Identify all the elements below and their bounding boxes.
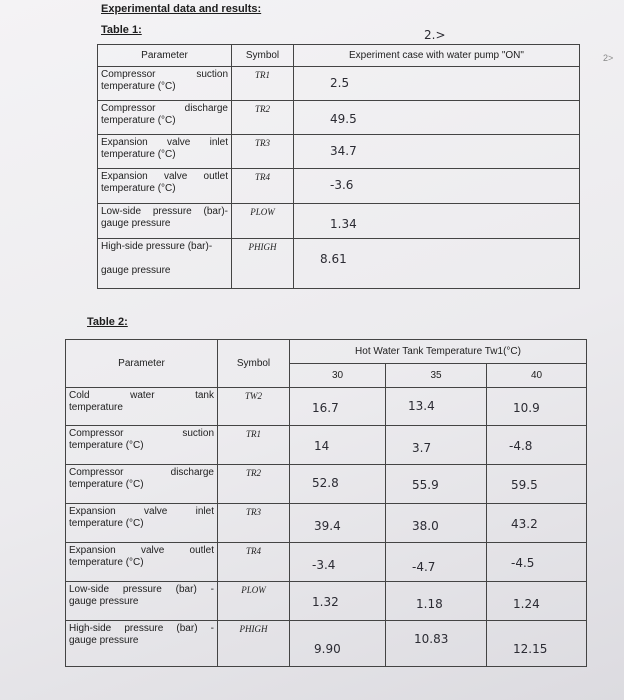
handwritten-value: 13.4 (408, 399, 435, 413)
handwritten-value: 12.15 (513, 642, 548, 656)
symbol-cell: TR1 (232, 67, 294, 101)
handwritten-value: -3.6 (330, 178, 354, 192)
param-line: Expansion valve inlet (101, 137, 228, 148)
param-line: temperature (°C) (101, 149, 176, 160)
param-line: Expansion valve inlet (69, 506, 214, 517)
table-row (66, 582, 587, 621)
table1 (97, 44, 580, 289)
table2-header-group: Hot Water Tank Temperature Tw1(°C) (290, 340, 587, 364)
table-row (98, 135, 580, 169)
handwritten-value: 10.9 (513, 401, 540, 415)
table-row (98, 67, 580, 101)
symbol-cell: TR4 (232, 169, 294, 204)
handwritten-value: 52.8 (312, 476, 339, 490)
symbol-cell: PHIGH (218, 621, 290, 667)
symbol-cell: TR3 (218, 504, 290, 543)
symbol-cell: TR4 (218, 543, 290, 582)
table-row (66, 504, 587, 543)
margin-note: 2> (603, 53, 614, 63)
handwritten-value: 10.83 (414, 632, 449, 646)
param-line: temperature (°C) (101, 115, 176, 126)
handwritten-value: 1.32 (312, 595, 339, 609)
param-line: Compressor discharge (101, 103, 228, 114)
param-line: High-side pressure (bar) - (69, 623, 214, 634)
param-line: gauge pressure (69, 635, 139, 646)
symbol-cell: TW2 (218, 388, 290, 426)
table1-header-case: Experiment case with water pump "ON" (294, 45, 580, 67)
table-row (98, 169, 580, 204)
temp-header: 40 (487, 364, 587, 388)
temp-header: 30 (290, 364, 386, 388)
table-row (66, 465, 587, 504)
handwritten-value: 49.5 (330, 112, 357, 126)
handwritten-value: 1.18 (416, 597, 443, 611)
handwritten-value: 2.5 (330, 76, 350, 90)
table1-caption: Table 1: (101, 24, 142, 36)
table-row (98, 101, 580, 135)
table-row (66, 543, 587, 582)
handwritten-value: -4.5 (511, 556, 535, 570)
handwritten-value: 1.34 (330, 217, 357, 231)
handwritten-value: 8.61 (320, 252, 347, 266)
handwritten-value: 3.7 (412, 441, 432, 455)
param-line: temperature (°C) (69, 557, 144, 568)
handwritten-value: 55.9 (412, 478, 439, 492)
handwritten-value: -4.7 (412, 560, 436, 574)
handwritten-value: 39.4 (314, 519, 341, 533)
param-line: temperature (°C) (69, 440, 144, 451)
symbol-cell: TR2 (232, 101, 294, 135)
param-line: temperature (°C) (69, 518, 144, 529)
handwritten-value: 14 (314, 439, 330, 453)
param-line: High-side pressure (bar)- (101, 241, 213, 252)
page-heading: Experimental data and results: (101, 3, 262, 15)
param-line: temperature (°C) (101, 183, 176, 194)
param-line: Compressor suction (69, 428, 214, 439)
table2 (65, 339, 587, 667)
symbol-cell: TR3 (232, 135, 294, 169)
handwritten-value: -3.4 (312, 558, 336, 572)
handwritten-value: 1.24 (513, 597, 540, 611)
handwritten-value: 38.0 (412, 519, 439, 533)
table-row (66, 388, 587, 426)
param-line: gauge pressure (101, 218, 171, 229)
handwritten-value: 9.90 (314, 642, 341, 656)
table2-caption: Table 2: (87, 316, 128, 328)
table-row (98, 204, 580, 239)
table2-header-parameter: Parameter (66, 340, 218, 388)
symbol-cell: PHIGH (232, 239, 294, 289)
handwritten-value: 59.5 (511, 478, 538, 492)
table2-header-symbol: Symbol (218, 340, 290, 388)
table-row (66, 426, 587, 465)
handwritten-value: 43.2 (511, 517, 538, 531)
param-line: Expansion valve outlet (69, 545, 214, 556)
param-line: temperature (69, 402, 123, 413)
temp-header: 35 (386, 364, 487, 388)
table-row (66, 621, 587, 667)
table1-header-symbol: Symbol (232, 45, 294, 67)
symbol-cell: TR1 (218, 426, 290, 465)
handwritten-value: -4.8 (509, 439, 533, 453)
param-line: Cold water tank (69, 390, 214, 401)
table1-header-parameter: Parameter (98, 45, 232, 67)
param-line: Compressor suction (101, 69, 228, 80)
param-line: gauge pressure (101, 265, 171, 276)
param-line: gauge pressure (69, 596, 139, 607)
handwritten-value: 34.7 (330, 144, 357, 158)
param-line: Expansion valve outlet (101, 171, 228, 182)
symbol-cell: PLOW (232, 204, 294, 239)
symbol-cell: PLOW (218, 582, 290, 621)
param-line: Low-side pressure (bar) - (69, 584, 214, 595)
param-line: temperature (°C) (101, 81, 176, 92)
handwritten-value: 16.7 (312, 401, 339, 415)
param-line: Low-side pressure (bar)- (101, 206, 228, 217)
symbol-cell: TR2 (218, 465, 290, 504)
param-line: Compressor discharge (69, 467, 214, 478)
handwritten-note: 2.> (424, 28, 446, 42)
table-row (98, 239, 580, 289)
param-line: temperature (°C) (69, 479, 144, 490)
